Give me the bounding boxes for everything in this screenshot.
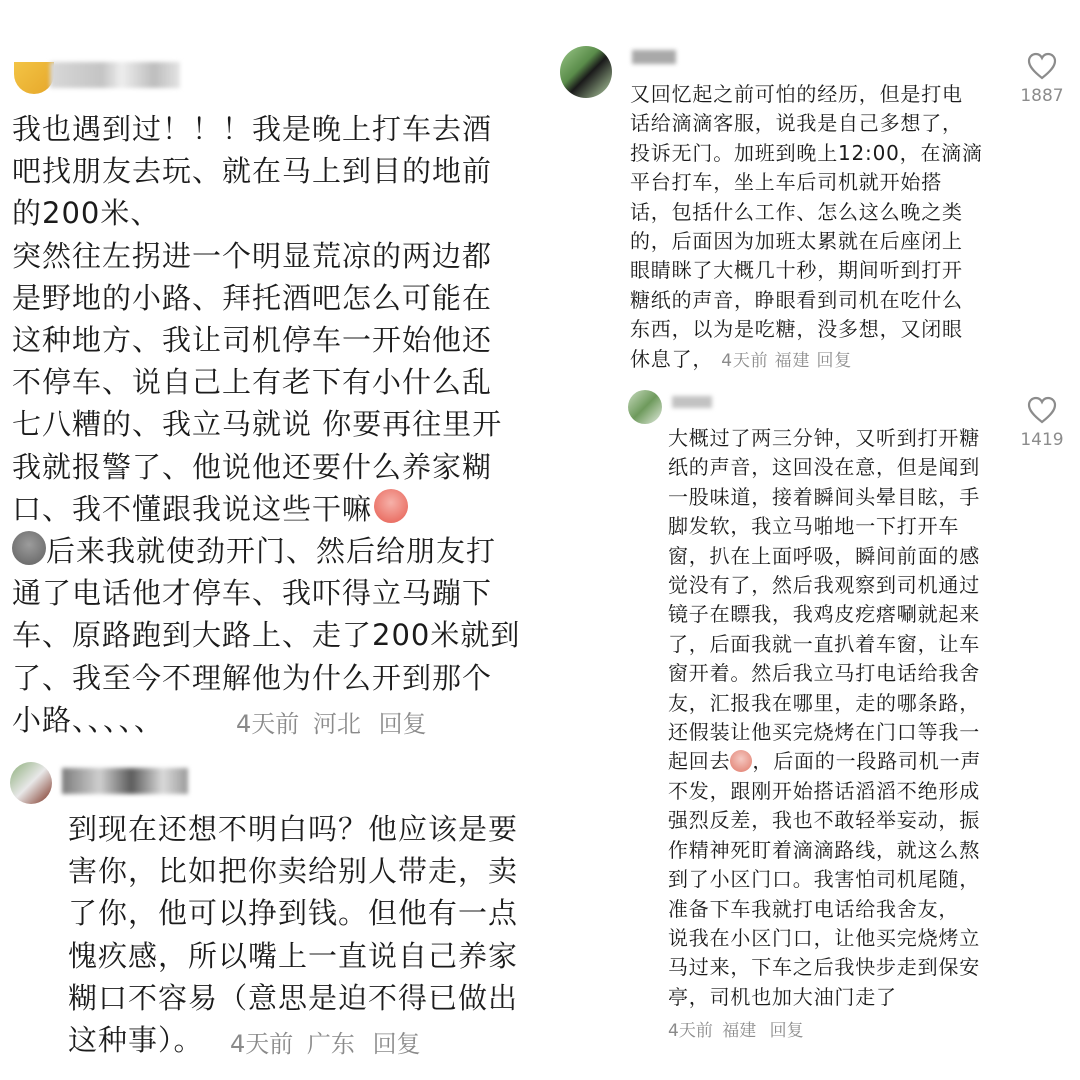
like-button[interactable] [1018, 52, 1066, 106]
comment-time: 4天前 [236, 710, 300, 738]
comment-text: 大概过了两三分钟，又听到打开糖 纸的声音，这回没在意，但是闻到 一股味道，接着瞬间头晕目眩，手 脚发软，我立马啪地一下打开车 窗，扒在上面呼吸，瞬间前面的感 觉没有了，然后我观察到司机通过 镜子在瞟我，我鸡皮疙瘩唰就起来 了，后面我就一直扒着车窗，让车 窗开着。然后我立马打电话给我舍 友，汇报我在哪里，走的哪条路， 还假装让他买完烧烤在门口等我一 起回去 [668, 426, 980, 774]
avatar[interactable] [10, 762, 52, 804]
crying-face-emoji [730, 750, 752, 772]
username-blurred[interactable] [632, 50, 676, 64]
avatar[interactable] [628, 390, 662, 424]
like-button[interactable] [1018, 396, 1066, 450]
comment-time: 4天前 [230, 1030, 294, 1058]
sad-face-emoji [12, 531, 46, 565]
comment-meta [668, 1016, 804, 1041]
like-count: 1419 [1020, 430, 1064, 450]
comment-text-continued: 后来我就使劲开门、然后给朋友打 通了电话他才停车、我吓得立马蹦下 车、原路跑到大路上、走了200米就到 了、我至今不理解他为什么开到那个 小路、、、、、 [12, 534, 521, 737]
comment-location: 广东 [306, 1030, 355, 1058]
reply-button[interactable]: 回复 [378, 710, 427, 738]
comment-location: 福建 [774, 350, 811, 371]
comment-time: 4天前 [721, 350, 769, 371]
heart-icon[interactable] [1018, 52, 1066, 80]
comment-meta [230, 1024, 421, 1059]
comment-meta [721, 351, 852, 371]
comment-text: 我也遇到过！！！我是晚上打车去酒 吧找朋友去玩、就在马上到目的地前 的200米、 突然往左拐进一个明显荒凉的两边都 是野地的小路、拜托酒吧怎么可能在 这种地方、我让司机停车一开始他还 不停车、说自己上有老下有小什么乱 七八糟的、我立马就说 你要再往里开 我就报警了、他说他还要什么养家糊 口、我不懂跟我说这些干嘛 [12, 112, 503, 526]
comment-location: 河北 [312, 710, 361, 738]
avatar[interactable] [560, 46, 612, 98]
username-blurred[interactable] [672, 396, 712, 408]
comment-text: 又回忆起之前可怕的经历，但是打电 话给滴滴客服，说我是自己多想了， 投诉无门。加班到晚上12:00，在滴滴 平台打车，坐上车后司机就开始搭 话，包括什么工作、怎么这么晚之类 的，后面因为加班太累就在后座闭上 眼睛眯了大概几十秒，期间听到打开 糖纸的声音，睁眼看到司机在吃什么 东西，以为是吃糖，没多想，又闭眼 休息了， [630, 82, 983, 371]
comment-time: 4天前 [668, 1021, 713, 1041]
angry-face-emoji [374, 489, 408, 523]
like-count: 1887 [1020, 86, 1064, 106]
comment-body [668, 424, 1008, 1012]
comment-body [12, 108, 532, 741]
comment-body: 到现在还想不明白吗？他应该是要 害你，比如把你卖给别人带走，卖 了你，他可以挣到钱。但他有一点 愧疚感，所以嘴上一直说自己养家 糊口不容易（意思是迫不得已做出 这种事）。 [68, 812, 519, 1058]
reply-button[interactable]: 回复 [769, 1021, 804, 1041]
avatar[interactable] [14, 62, 54, 94]
heart-icon[interactable] [1018, 396, 1066, 424]
username-blurred[interactable] [50, 62, 180, 88]
comment-text-continued: ，后面的一段路司机一声 不发，跟刚开始搭话滔滔不绝形成 强烈反差，我也不敢轻举妄动，振 作精神死盯着滴滴路线，就这么熬 到了小区门口。我害怕司机尾随， 准备下车我就打电话给我舍友， 说我在小区门口，让他买完烧烤立 马过来，下车之后我快步走到保安 亭，司机也加大油门走了 [668, 749, 982, 1009]
comment-location: 福建 [722, 1021, 757, 1041]
reply-button[interactable]: 回复 [372, 1030, 421, 1058]
username-blurred[interactable] [62, 768, 188, 794]
comment-body [630, 80, 1010, 376]
comment-meta [236, 704, 427, 739]
reply-button[interactable]: 回复 [816, 350, 853, 371]
